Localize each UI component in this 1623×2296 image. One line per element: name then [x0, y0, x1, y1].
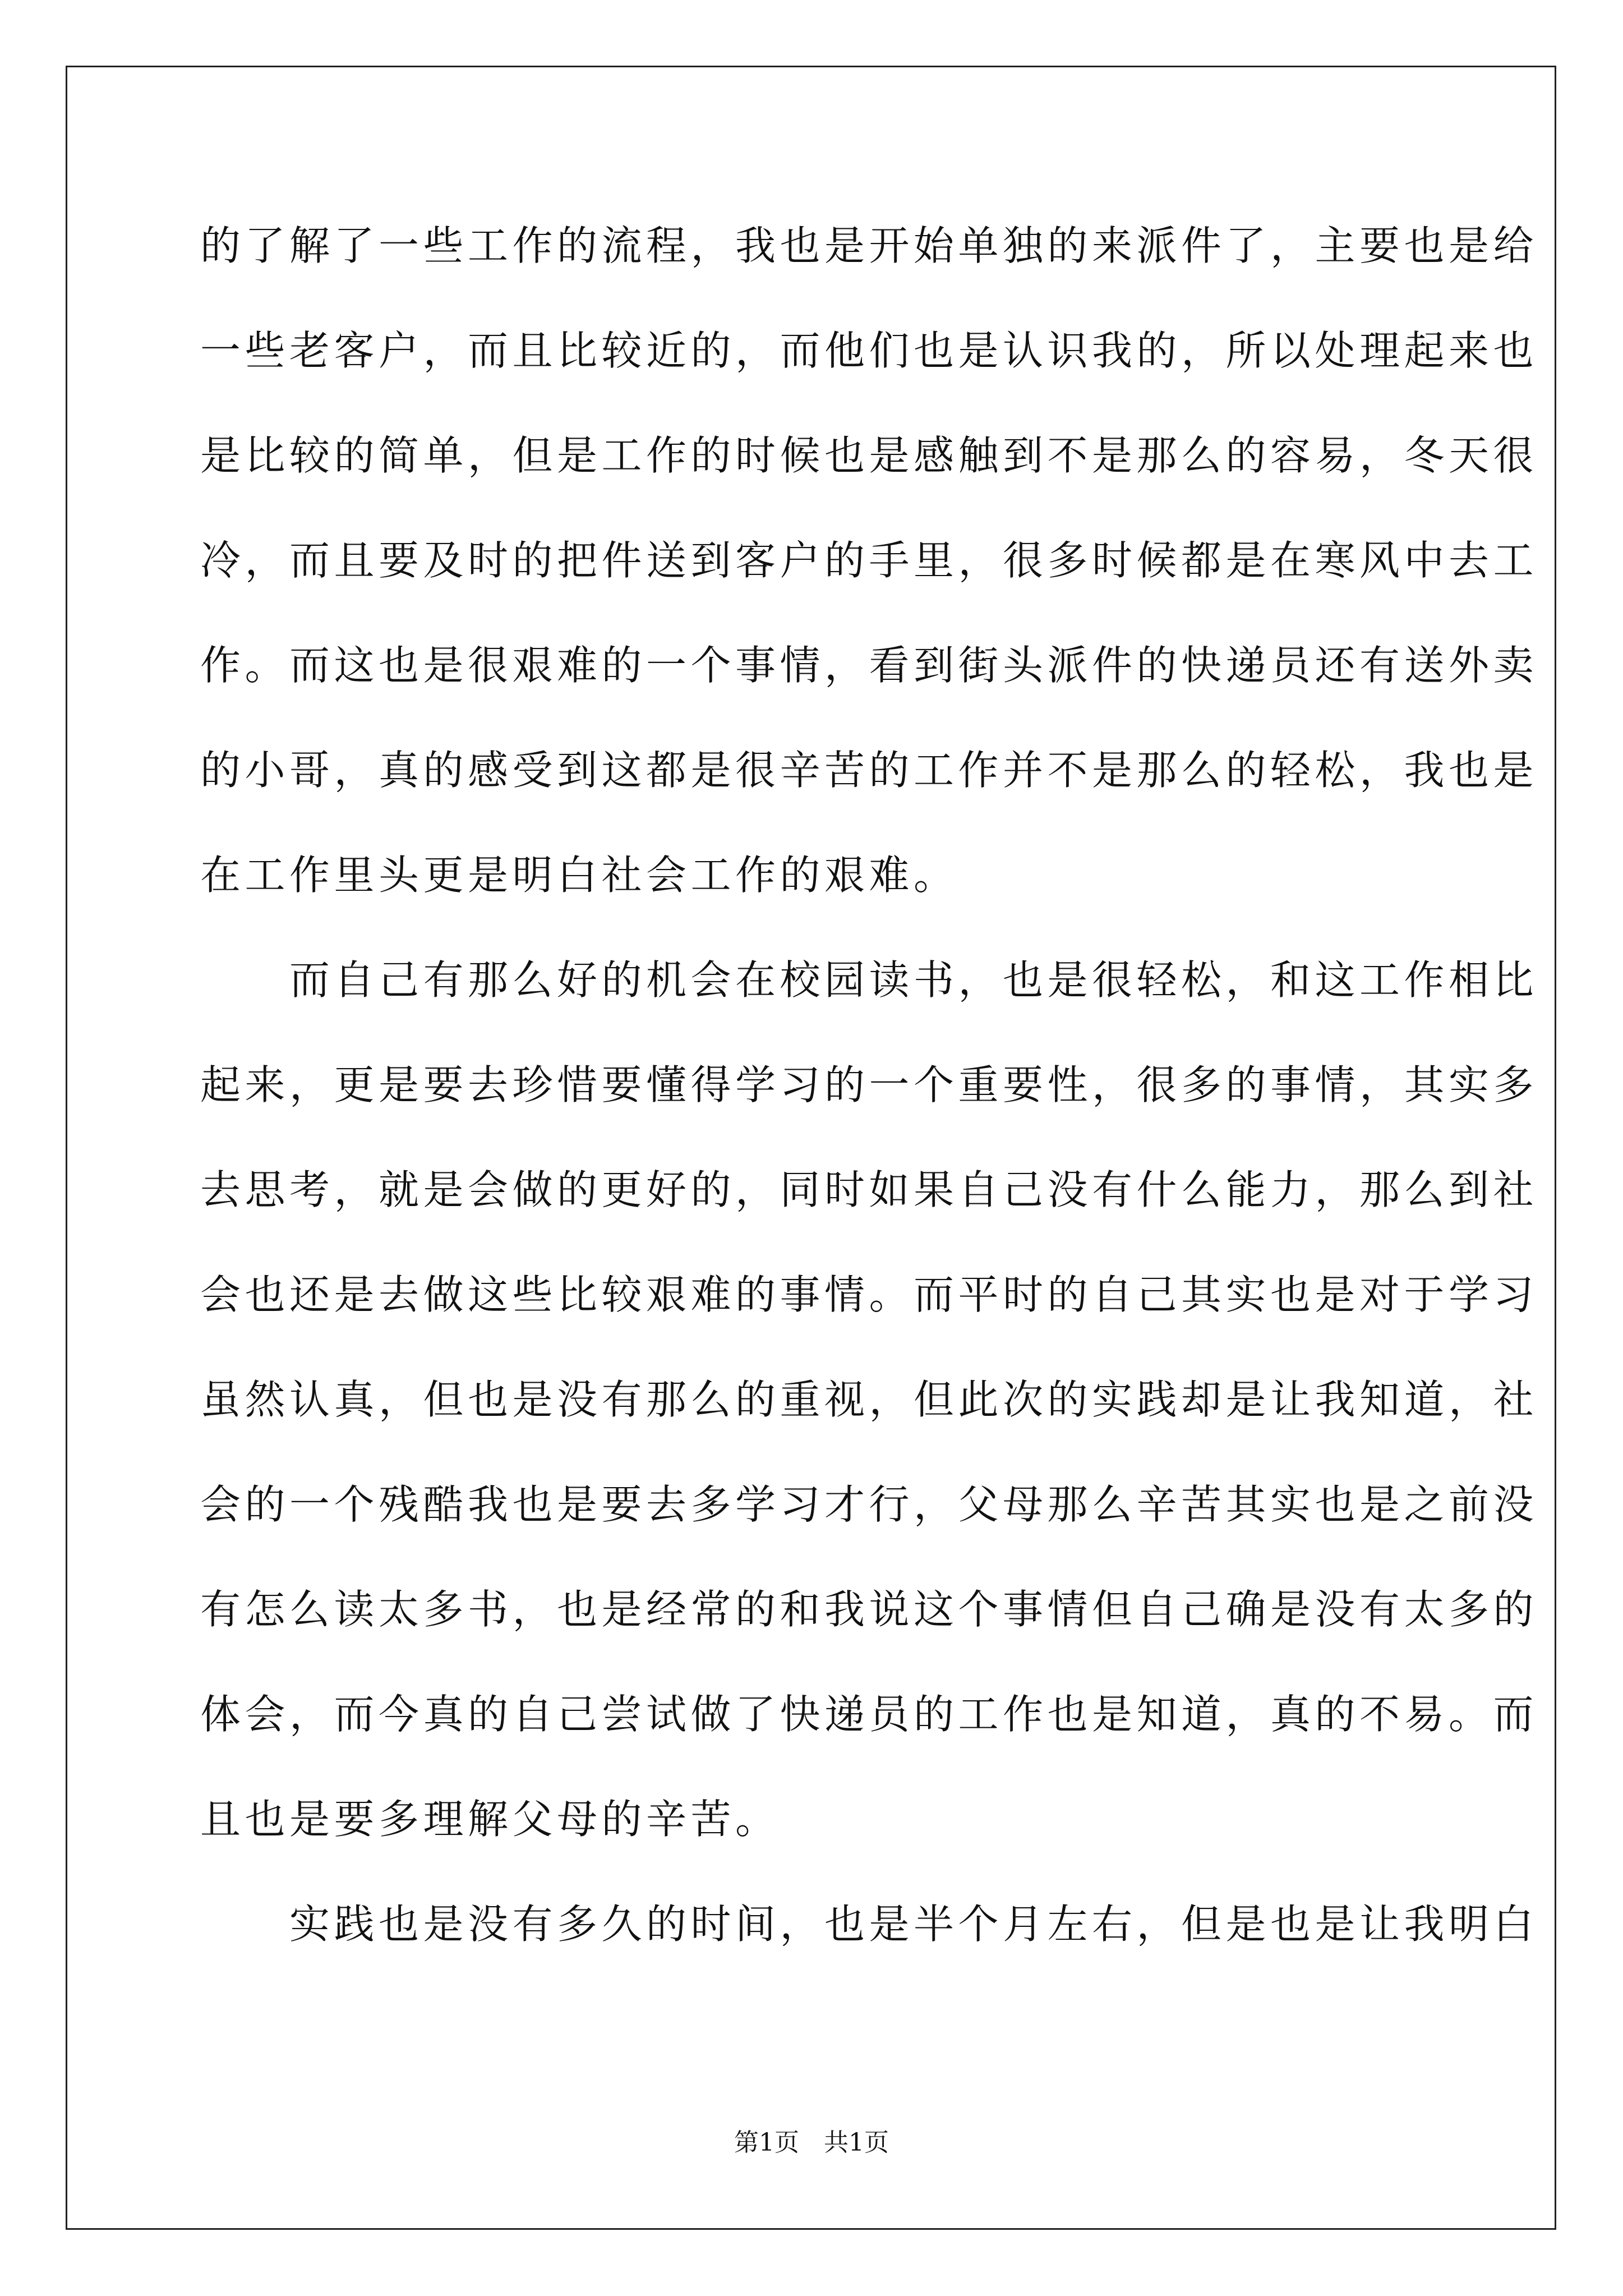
text-line: 作。而这也是很艰难的一个事情，看到街头派件的快递员还有送外卖 [200, 642, 1538, 689]
text-line: 起来，更是要去珍惜要懂得学习的一个重要性，很多的事情，其实多 [200, 1061, 1538, 1108]
text-line: 实践也是没有多久的时间，也是半个月左右，但是也是让我明白 [200, 1901, 1538, 1948]
text-line: 而自己有那么好的机会在校园读书，也是很轻松，和这工作相比 [200, 956, 1538, 1004]
text-line: 的小哥，真的感受到这都是很辛苦的工作并不是那么的轻松，我也是 [200, 747, 1538, 794]
text-line: 体会，而今真的自己尝试做了快递员的工作也是知道，真的不易。而 [200, 1691, 1538, 1738]
text-line: 且也是要多理解父母的辛苦。 [200, 1796, 780, 1843]
text-line: 是比较的简单，但是工作的时候也是感触到不是那么的容易，冬天很 [200, 432, 1538, 479]
text-line: 在工作里头更是明白社会工作的艰难。 [200, 852, 958, 899]
text-line: 去思考，就是会做的更好的，同时如果自己没有什么能力，那么到社 [200, 1166, 1538, 1213]
text-line: 一些老客户，而且比较近的，而他们也是认识我的，所以处理起来也 [200, 327, 1538, 374]
page-footer: 第1页 共1页 [734, 2128, 889, 2157]
text-line: 会也还是去做这些比较艰难的事情。而平时的自己其实也是对于学习 [200, 1271, 1538, 1318]
text-line: 有怎么读太多书，也是经常的和我说这个事情但自己确是没有太多的 [200, 1586, 1538, 1633]
text-line: 虽然认真，但也是没有那么的重视，但此次的实践却是让我知道，社 [200, 1376, 1538, 1423]
text-line: 会的一个残酷我也是要去多学习才行，父母那么辛苦其实也是之前没 [200, 1481, 1538, 1528]
text-line: 的了解了一些工作的流程，我也是开始单独的来派件了，主要也是给 [200, 222, 1538, 269]
text-line: 冷，而且要及时的把件送到客户的手里，很多时候都是在寒风中去工 [200, 537, 1538, 584]
